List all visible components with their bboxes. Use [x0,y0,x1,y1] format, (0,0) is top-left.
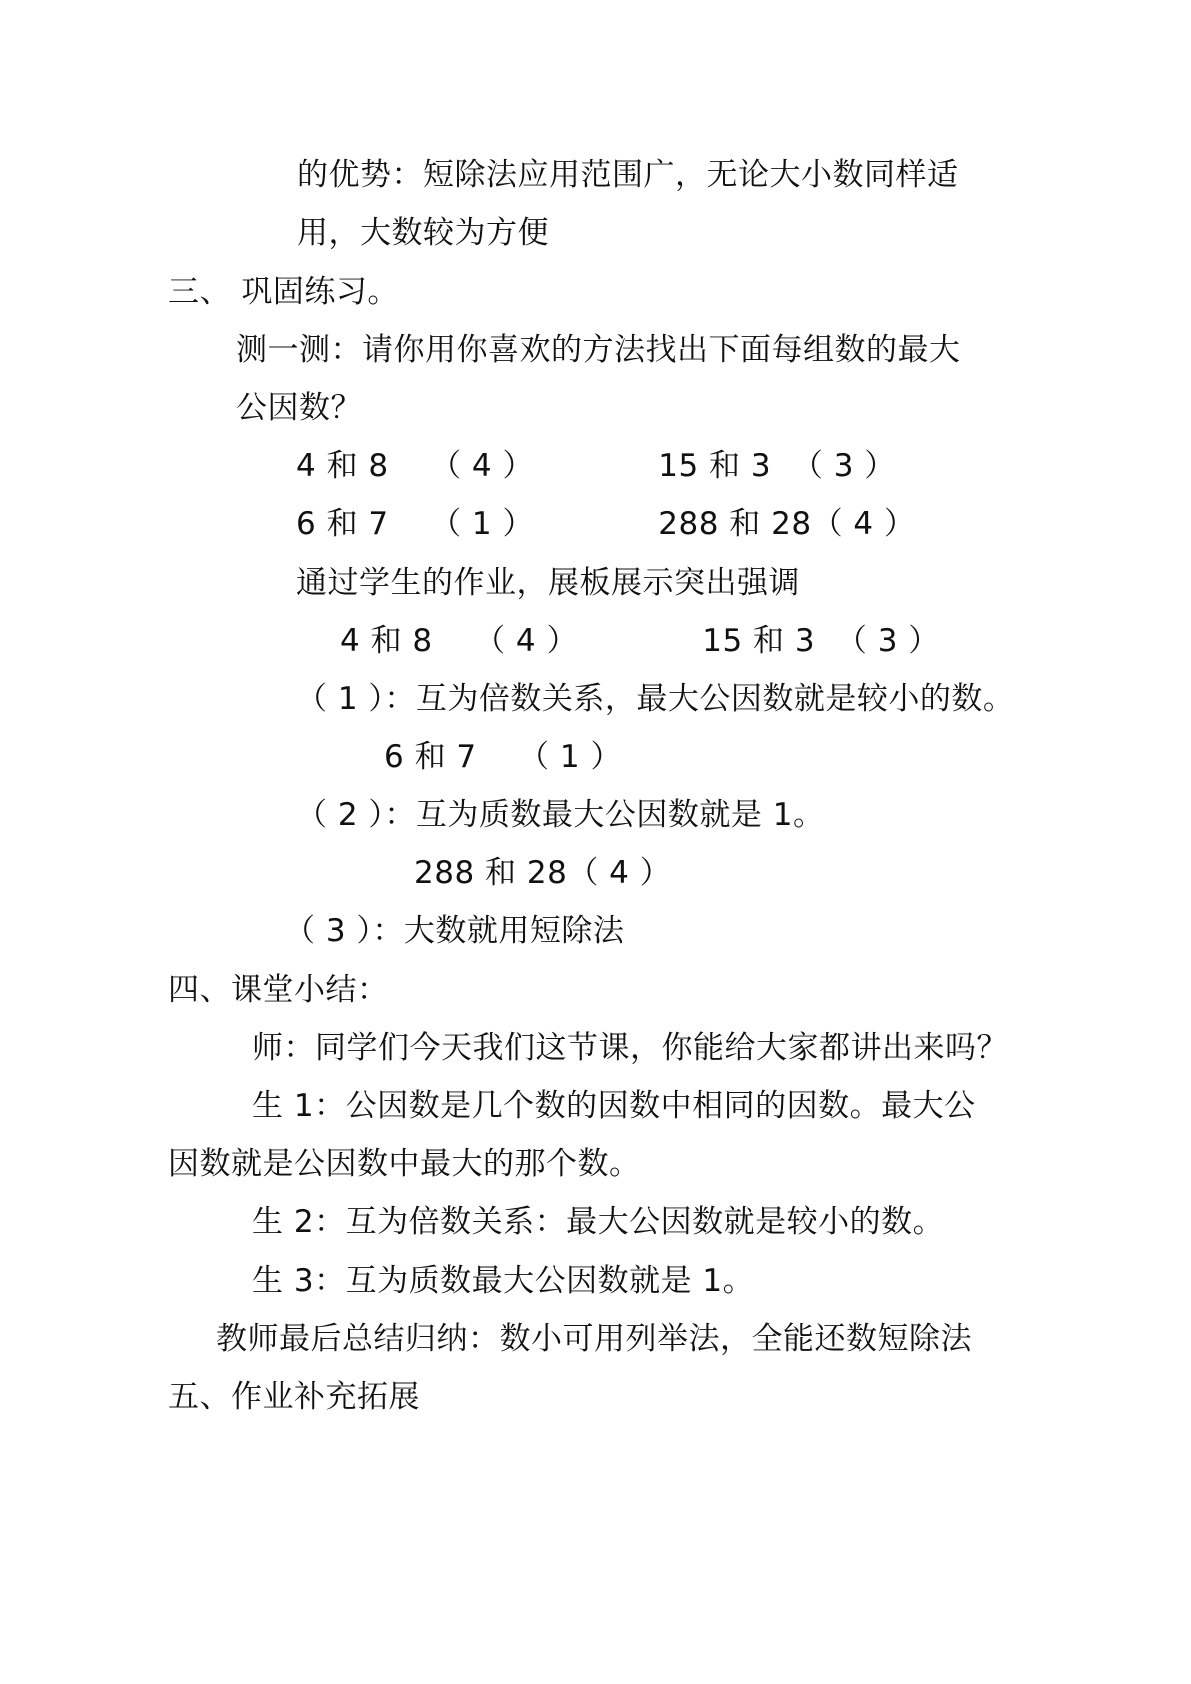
text-line: （ 1 ）：互为倍数关系，最大公因数就是较小的数。 [296,681,1015,717]
exercise-line: 4 和 8 （ 4 ） 15 和 3 （ 3 ） [340,623,940,659]
section-heading: 五、作业补充拓展 [168,1379,420,1415]
text-line: 生 1：公因数是几个数的因数中相同的因数。最大公 [252,1088,976,1124]
text-line: 测一测：请你用你喜欢的方法找出下面每组数的最大 [236,332,961,368]
text-line: 师：同学们今天我们这节课，你能给大家都讲出来吗？ [252,1030,1008,1066]
text-line: （ 2 ）：互为质数最大公因数就是 1。 [296,797,825,833]
text-line: 用，大数较为方便 [297,215,549,251]
text-line: 生 2：互为倍数关系：最大公因数就是较小的数。 [252,1204,945,1240]
text-line: （ 3 ）：大数就用短除法 [284,913,625,949]
text-line: 通过学生的作业，展板展示突出强调 [296,565,800,601]
exercise-line: 288 和 28（ 4 ） [414,855,672,891]
text-line: 教师最后总结归纳：数小可用列举法，全能还数短除法 [216,1321,972,1357]
section-heading: 三、 巩固练习。 [168,274,399,310]
text-line: 因数就是公因数中最大的那个数。 [168,1146,641,1182]
text-line: 生 3：互为质数最大公因数就是 1。 [252,1263,755,1299]
exercise-line: 6 和 7 （ 1 ） [384,739,623,775]
exercise-line: 4 和 8 （ 4 ） 15 和 3 （ 3 ） [296,448,896,484]
section-heading: 四、课堂小结： [168,972,389,1008]
exercise-line: 6 和 7 （ 1 ） 288 和 28（ 4 ） [296,506,916,542]
text-line: 的优势：短除法应用范围广，无论大小数同样适 [297,157,959,193]
text-line: 公因数？ [236,390,362,426]
